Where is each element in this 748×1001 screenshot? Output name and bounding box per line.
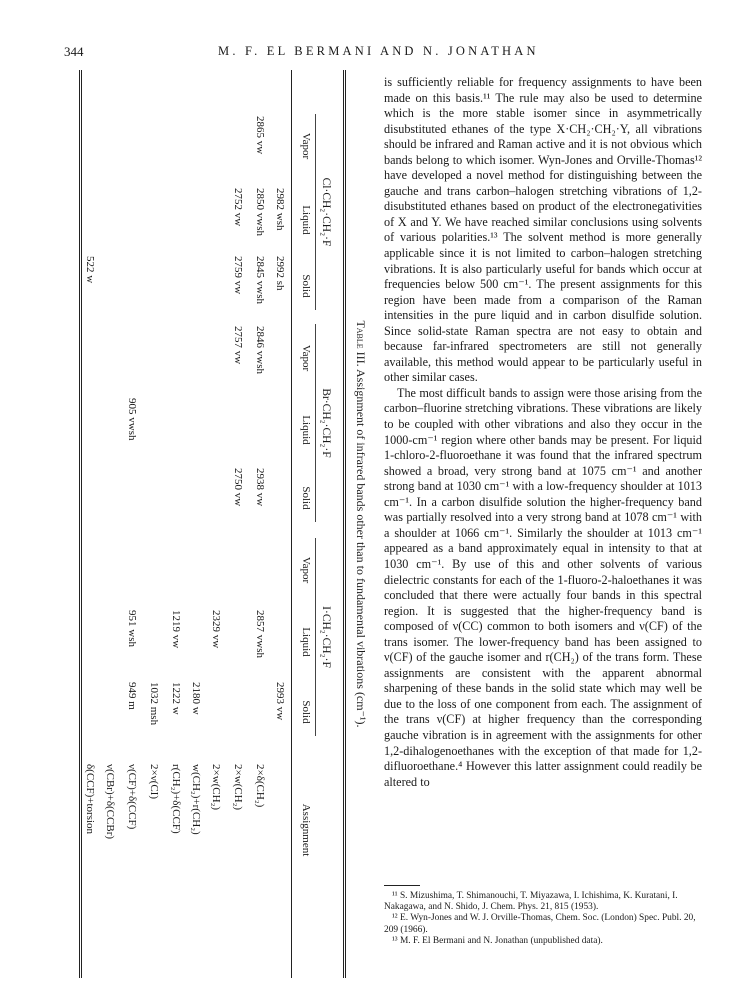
- table-group-header: I·CH₂·CH₂·F: [320, 606, 332, 668]
- table-cell: 905 vwsh: [126, 398, 138, 441]
- footnote-11: ¹¹ S. Mizushima, T. Shimanouchi, T. Miyazawa, I. Ichishima, K. Kuratani, I. Nakagawa, and N. Shido, J. Chem. Phys. 21, 815 (1953).: [384, 891, 678, 913]
- table-column-header: Vapor: [300, 132, 312, 160]
- footnotes: [384, 891, 702, 947]
- table-column-header: Solid: [300, 274, 312, 298]
- table-group-header: Cl·CH₂·CH₂·F: [320, 177, 332, 247]
- table-cell: 2865 vw: [254, 116, 266, 155]
- table-column-header: Solid: [300, 486, 312, 510]
- assignment-cell: 2×w(CH₂): [232, 764, 244, 811]
- running-head: M. F. EL BERMANI AND N. JONATHAN: [218, 44, 539, 58]
- body-text-column: [384, 75, 702, 790]
- table-column-header: Liquid: [300, 627, 312, 657]
- table-column-header: Solid: [300, 700, 312, 724]
- table-cell: 2850 vwsh: [254, 188, 266, 236]
- footnote-13: ¹³ M. F. El Bermani and N. Jonathan (unpublished data).: [392, 935, 603, 946]
- table-group-rule: [315, 114, 316, 310]
- table-caption-text: Assignment of infrared bands other than to fundamental vibrations (cm⁻¹).: [354, 369, 368, 728]
- body-paragraph-1: is sufficiently reliable for frequency assignments to have been made on this basis.¹¹ The rule may also be used to determine which is the more stable isomer since in asymmetrically disubstituted ethanes of the type X·CH₂·CH₂·Y, all vibrations should be infrared and Raman active and it is not obvious which bands belong to which isomer. Wyn-Jones and Orville-Thomas¹² have developed a novel method for distinguishing between the gauche and trans carbon–halogen stretching vibrations of 1,2-disubstituted ethanes based on product of the electronegativities of X and Y. We have reached similar conclusions using solvents of various polarities.¹³ The solvent method is more generally applicable since it is not limited to carbon–halogen stretching vibrations. It is also particularly useful for bands which occur at frequencies below 500 cm⁻¹. The present assignments for this region have been made from a comparison of the Raman intensities in the pure liquid and in carbon disulfide solution. Since solid-state Raman spectra are not easy to obtain and because far-infrared spectrometers are still not generally available, this method would appear to be particularly useful in other similar cases.: [384, 75, 702, 385]
- assignment-cell: w(CH₂)+r(CH₂): [190, 764, 202, 835]
- table-cell: 1222 w: [170, 682, 182, 715]
- table-group-rule: [315, 538, 316, 736]
- table-bottom-rule: [79, 70, 82, 978]
- table-cell: 522 w: [84, 256, 96, 284]
- table-cell: 2992 sh: [274, 256, 286, 291]
- table-cell: 2759 vw: [232, 256, 244, 295]
- table-cell: 1219 vw: [170, 610, 182, 649]
- assignment-cell: 2×ν(CI): [148, 764, 160, 800]
- table-top-rule: [343, 70, 346, 978]
- page-number: 344: [64, 44, 84, 59]
- footnote-12: ¹² E. Wyn-Jones and W. J. Orville-Thomas, Chem. Soc. (London) Spec. Publ. 20, 209 (1966).: [384, 913, 696, 935]
- assignment-cell: 2×w(CH₂): [210, 764, 222, 811]
- table-column-header: Vapor: [300, 556, 312, 584]
- table-header-rule: [291, 70, 292, 978]
- table-cell: 2752 vw: [232, 188, 244, 227]
- table-group-header: Br·CH₂·CH₂·F: [320, 388, 332, 458]
- body-paragraph-2: The most difficult bands to assign were those arising from the carbon–fluorine stretching vibrations. These vibrations are likely to be coupled with other vibrations and also they occur in the 1000-cm⁻¹ region where other bands may be present. For liquid 1-chloro-2-fluoroethane it was found that the infrared spectrum showed a broad, very strong band at 1075 cm⁻¹ and another strong band at 1030 cm⁻¹ with a low-frequency shoulder at 1013 cm⁻¹. In a carbon disulfide solution the higher-frequency band was partially resolved into a very strong band at 1078 cm⁻¹ with a shoulder at 1066 cm⁻¹. Similarly the shoulder at 1013 cm⁻¹ appeared as a band approximately equal in intensity to that at 1030 cm⁻¹. By use of this and other solvents of various dielectric constants for each of the 1-fluoro-2-haloethanes it was concluded that there were actually four bands in this spectral region. It is suggested that the higher-frequency band is composed of ν(CC) common to both isomers and ν(CF) of the trans isomer. The lower-frequency band has been assigned to ν(CF) of the gauche isomer and r(CH₂) of the trans form. These assignments are consistent with the apparent abnormal sharpening of these bands in the solid state which may well be due to the loss of one component from each. The assignment of the trans ν(CF) at higher frequency than the corresponding gauche vibration is in agreement with the assignments for other 1,2-dihalogenoethanes with the exception of that made for 1,2-difluoroethane.⁴ However this latter assignment could readily be altered to: [384, 385, 702, 789]
- table-cell: 2982 wsh: [274, 188, 286, 231]
- footnote-rule: [384, 885, 420, 886]
- table-cell: 2845 vwsh: [254, 256, 266, 304]
- assignment-cell: r(CH₂)+δ(CCF): [170, 764, 182, 834]
- table-caption-prefix: Table III.: [354, 320, 368, 367]
- table-group-rule: [315, 324, 316, 522]
- table-iii: [76, 70, 372, 978]
- table-cell: 949 m: [126, 682, 138, 710]
- table-cell: 951 wsh: [126, 610, 138, 647]
- table-column-header: Liquid: [300, 205, 312, 235]
- table-column-header: Vapor: [300, 344, 312, 372]
- table-column-header: Liquid: [300, 415, 312, 445]
- rotated-table-area: [76, 70, 372, 978]
- table-caption: [353, 70, 368, 978]
- table-cell: 2857 vwsh: [254, 610, 266, 658]
- table-cell: 2846 vwsh: [254, 326, 266, 374]
- table-cell: 2750 vw: [232, 468, 244, 507]
- table-cell: 2180 w: [190, 682, 202, 715]
- assignment-cell: ν(CBr)+δ(CCBr): [104, 764, 116, 840]
- table-cell: 2938 vw: [254, 468, 266, 507]
- assignment-cell: 2×δ(CH₂): [254, 764, 266, 808]
- assignment-cell: δ(CCF)+torsion: [84, 764, 96, 835]
- table-cell: 2329 vw: [210, 610, 222, 649]
- table-cell: 2757 vw: [232, 326, 244, 365]
- table-cell: 2993 vw: [274, 682, 286, 721]
- table-column-header: Assignment: [300, 803, 312, 857]
- assignment-cell: ν(CF)+δ(CCF): [126, 764, 138, 830]
- table-cell: 1032 msh: [148, 682, 160, 726]
